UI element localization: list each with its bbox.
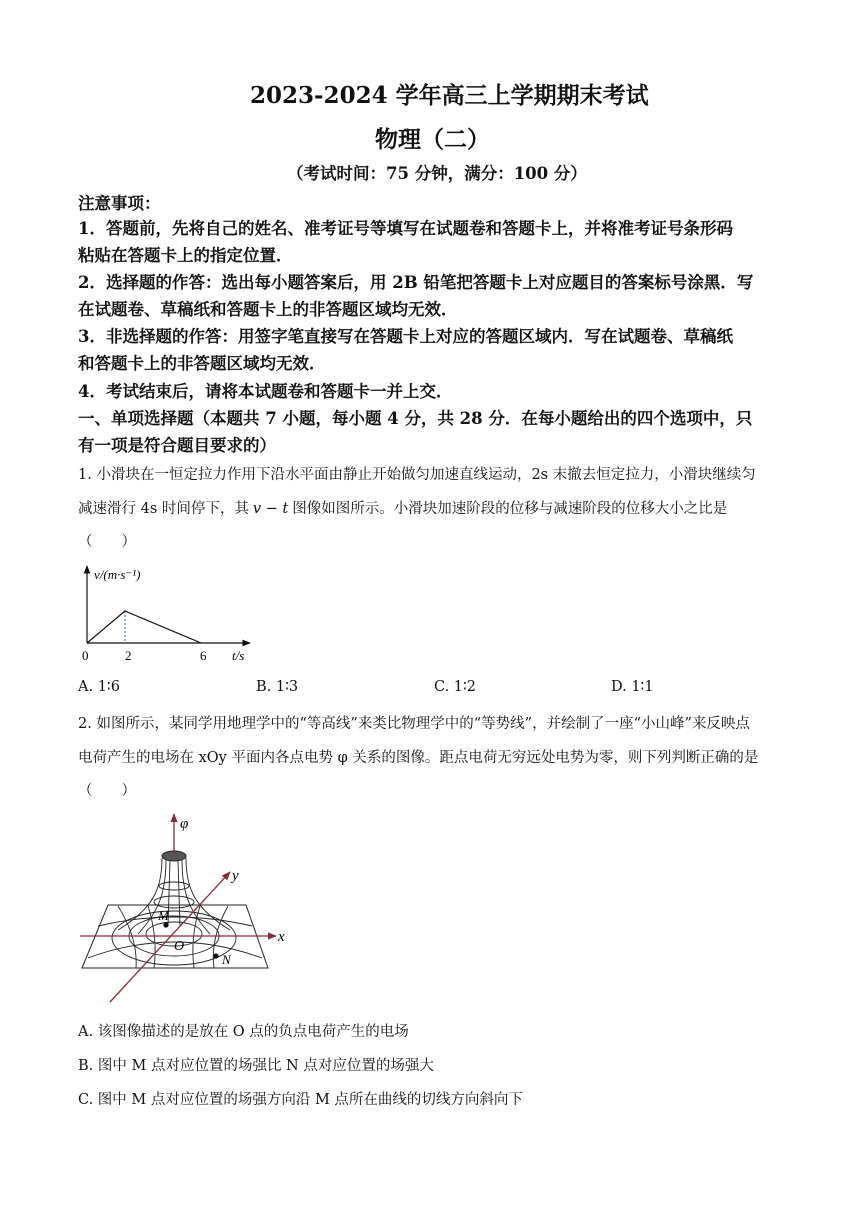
subject-title: 物理（二）	[375, 126, 490, 153]
q2-x-label: x	[278, 929, 285, 945]
notes-line: 4．考试结束后，请将本试题卷和答题卡一并上交．	[78, 382, 453, 401]
q1-vt-symbol: v − t	[252, 501, 289, 517]
q1-y-axis-label: v/(m·s⁻¹)	[94, 567, 141, 582]
q2-o-label: O	[174, 939, 185, 954]
notes-line: 2．选择题的作答：选出每小题答案后，用 2B 铅笔把答题卡上对应题目的答案标号涂黑．写	[78, 273, 754, 292]
q1-tick-label-0: 0	[82, 648, 89, 663]
exam-info: （考试时间：75 分钟，满分：100 分）	[287, 164, 587, 183]
q2-text: 电荷产生的电场在 xOy 平面内各点电势 φ 关系的图像。距点电荷无穷远处电势为零，则下列判断正确的是	[78, 750, 759, 766]
notes-line: 粘贴在答题卡上的指定位置．	[78, 246, 293, 265]
q1-option-a: A. 1∶6	[78, 679, 120, 695]
q2-bracket: （ ）	[78, 783, 136, 799]
notes-line: 3．非选择题的作答：用签字笔直接写在答题卡上对应的答题区域内．写在试题卷、草稿纸	[78, 327, 733, 346]
q2-option-a: A. 该图像描述的是放在 O 点的负点电荷产生的电场	[78, 1024, 409, 1040]
q2-point-n	[213, 953, 218, 958]
q1-tick-label-2: 2	[125, 648, 132, 663]
q1-text	[78, 497, 727, 518]
q2-potential-figure	[78, 808, 298, 1006]
notes-line: 和答题卡上的非答题区域均无效．	[78, 354, 326, 373]
q2-y-axis	[110, 872, 230, 1002]
exam-title: 2023-2024 学年高三上学期期末考试	[250, 82, 649, 109]
q2-option-c: C. 图中 M 点对应位置的场强方向沿 M 点所在曲线的切线方向斜向下	[78, 1092, 523, 1108]
notes-line: 在试题卷、草稿纸和答题卡上的非答题区域均无效．	[78, 300, 458, 319]
q1-option-d: D. 1∶1	[611, 679, 654, 695]
q1-vt-graph	[70, 562, 270, 664]
q2-option-b: B. 图中 M 点对应位置的场强比 N 点对应位置的场强大	[78, 1058, 434, 1074]
q2-n-label: N	[222, 952, 231, 967]
q1-bracket: （ ）	[78, 534, 136, 550]
q2-text: 2. 如图所示，某同学用地理学中的“等高线”来类比物理学中的“等势线”，并绘制了一座“小山峰”来反映点	[78, 716, 750, 732]
q2-contour-lines	[88, 906, 262, 968]
q1-option-b: B. 1∶3	[256, 679, 299, 695]
q2-phi-label: φ	[180, 816, 189, 832]
notes-line: 1．答题前，先将自己的姓名、准考证号等填写在试题卷和答题卡上，并将准考证号条形码	[78, 219, 733, 238]
q2-peak-surface	[118, 858, 230, 934]
q1-x-axis-label: t/s	[232, 648, 245, 663]
q2-point-m	[163, 922, 168, 927]
q1-option-c: C. 1∶2	[434, 679, 477, 695]
q1-text: 1. 小滑块在一恒定拉力作用下沿水平面由静止开始做匀加速直线运动，2s 末撤去恒定拉力，小滑块继续匀	[78, 467, 756, 483]
section-heading: 一、单项选择题（本题共 7 小题，每小题 4 分，共 28 分．在每小题给出的四个选项中，只	[78, 409, 753, 428]
q1-tick-label-6: 6	[200, 648, 207, 663]
q1-text-b: 图像如图所示。小滑块加速阶段的位移与减速阶段的位移大小之比是	[292, 501, 728, 517]
q2-y-label: y	[232, 868, 239, 884]
notes-heading: 注意事项：	[78, 194, 161, 213]
q1-text-a: 减速滑行 4s 时间停下，其	[78, 501, 249, 517]
q1-vt-series-line	[87, 611, 201, 643]
q2-m-label: M	[158, 908, 169, 923]
section-heading: 有一项是符合题目要求的）	[78, 436, 276, 455]
